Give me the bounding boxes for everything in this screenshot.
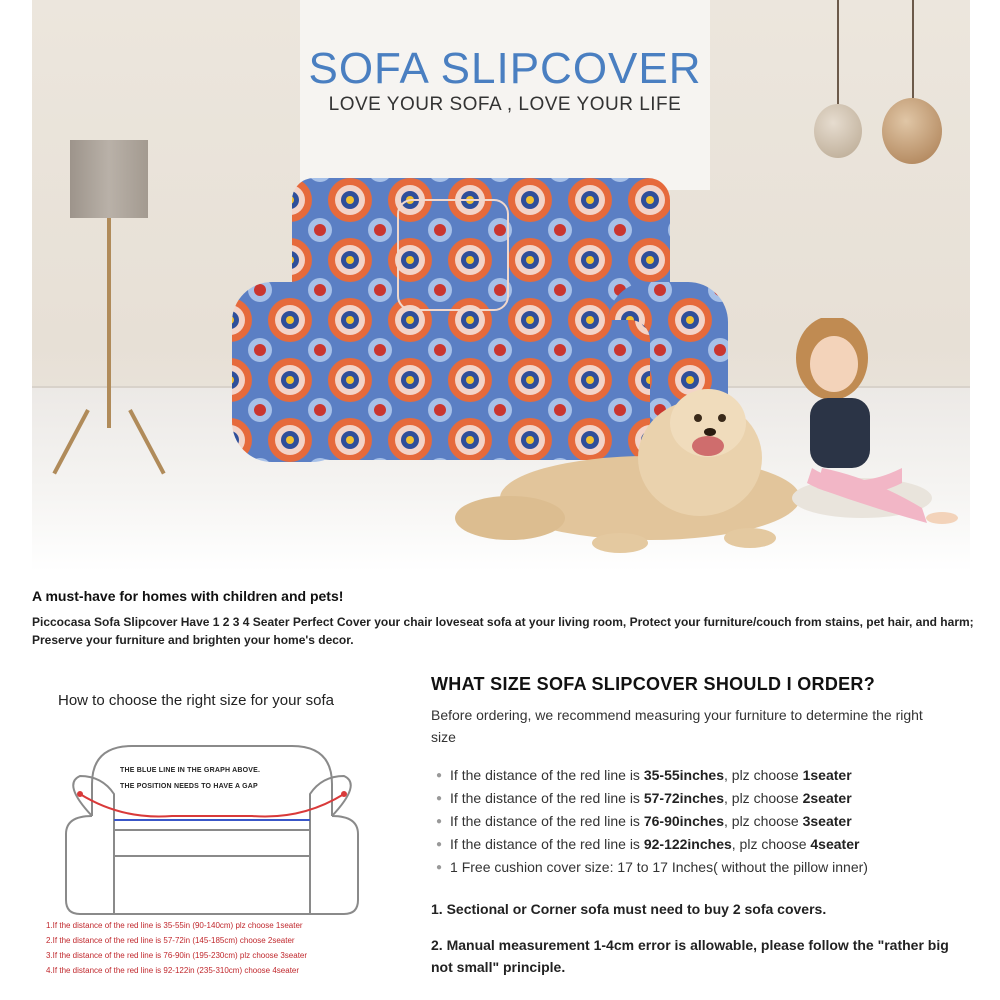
hero-title: SOFA SLIPCOVER	[308, 44, 702, 93]
item-seater: 4seater	[810, 836, 860, 852]
graph-note	[120, 763, 260, 795]
cushion-note: 1 Free cushion cover size: 17 to 17 Inches( without the pillow inner)	[450, 859, 868, 875]
floor-lamp-pole	[107, 218, 111, 428]
item-range: 57-72inches	[643, 790, 724, 806]
size-guide-item: 3.If the distance of the red line is 76-90in (195-230cm) plz choose 3seater	[46, 951, 308, 960]
bullet-icon: ●	[436, 839, 443, 850]
pendant-lamp	[814, 104, 862, 158]
measurement-note: 2. Manual measurement 1-4cm error is allowable, please follow the "rather big not small" principle.	[431, 937, 949, 975]
tagline-description: Piccocasa Sofa Slipcover Have 1 2 3 4 Seater Perfect Cover your chair loveseat sofa at your living room, Protect your furniture/couch from stains, pet hair, and harm; Preserve your furniture and brighten your home's decor.	[32, 615, 974, 647]
order-info-title: WHAT SIZE SOFA SLIPCOVER SHOULD I ORDER?	[431, 674, 876, 694]
bullet-icon: ●	[436, 816, 443, 827]
item-prefix: If the distance of the red line is	[450, 836, 644, 852]
size-guide-item: 4.If the distance of the red line is 92-122in (235-310cm) choose 4seater	[46, 966, 300, 975]
size-guide-title: How to choose the right size for your sofa	[58, 692, 334, 709]
sofa-measurement-diagram	[22, 724, 402, 924]
hero-subtitle: LOVE YOUR SOFA , LOVE YOUR LIFE	[328, 94, 682, 115]
pendant-lamp	[882, 98, 942, 164]
sectional-note: 1. Sectional or Corner sofa must need to buy 2 sofa covers.	[431, 901, 827, 917]
item-range: 76-90inches	[643, 813, 724, 829]
item-mid: , plz choose	[724, 767, 803, 783]
order-size-list	[436, 764, 868, 879]
item-prefix: If the distance of the red line is	[450, 813, 644, 829]
item-mid: , plz choose	[724, 813, 803, 829]
pendant-cord	[912, 0, 914, 98]
girl-sitting-image	[752, 318, 962, 538]
order-info-intro: Before ordering, we recommend measuring your furniture to determine the right size	[431, 707, 923, 745]
item-prefix: If the distance of the red line is	[450, 790, 644, 806]
item-seater: 2seater	[802, 790, 852, 806]
item-mid: , plz choose	[724, 790, 803, 806]
item-range: 92-122inches	[643, 836, 732, 852]
pendant-cord	[837, 0, 839, 104]
size-guide-item: 1.If the distance of the red line is 35-55in (90-140cm) plz choose 1seater	[46, 921, 303, 930]
item-prefix: If the distance of the red line is	[450, 767, 644, 783]
order-size-item	[436, 764, 868, 787]
graph-note-line: THE BLUE LINE IN THE GRAPH ABOVE.	[120, 767, 261, 774]
graph-note-line: THE POSITION NEEDS TO HAVE A GAP	[120, 783, 258, 790]
bullet-icon: ●	[436, 770, 443, 781]
item-seater: 3seater	[802, 813, 852, 829]
size-guide-item: 2.If the distance of the red line is 57-72in (145-185cm) choose 2seater	[46, 936, 295, 945]
item-range: 35-55inches	[643, 767, 724, 783]
order-size-item	[436, 787, 868, 810]
hero-banner	[32, 0, 970, 572]
item-mid: , plz choose	[731, 836, 811, 852]
order-size-item	[436, 833, 868, 856]
cushion-note-item	[436, 856, 868, 879]
item-seater: 1seater	[802, 767, 852, 783]
order-size-item	[436, 810, 868, 833]
bullet-icon: ●	[436, 862, 443, 873]
floor-lamp-shade	[70, 140, 148, 218]
tagline-heading: A must-have for homes with children and pets!	[32, 588, 344, 604]
size-guide-list	[46, 918, 307, 978]
bullet-icon: ●	[436, 793, 443, 804]
